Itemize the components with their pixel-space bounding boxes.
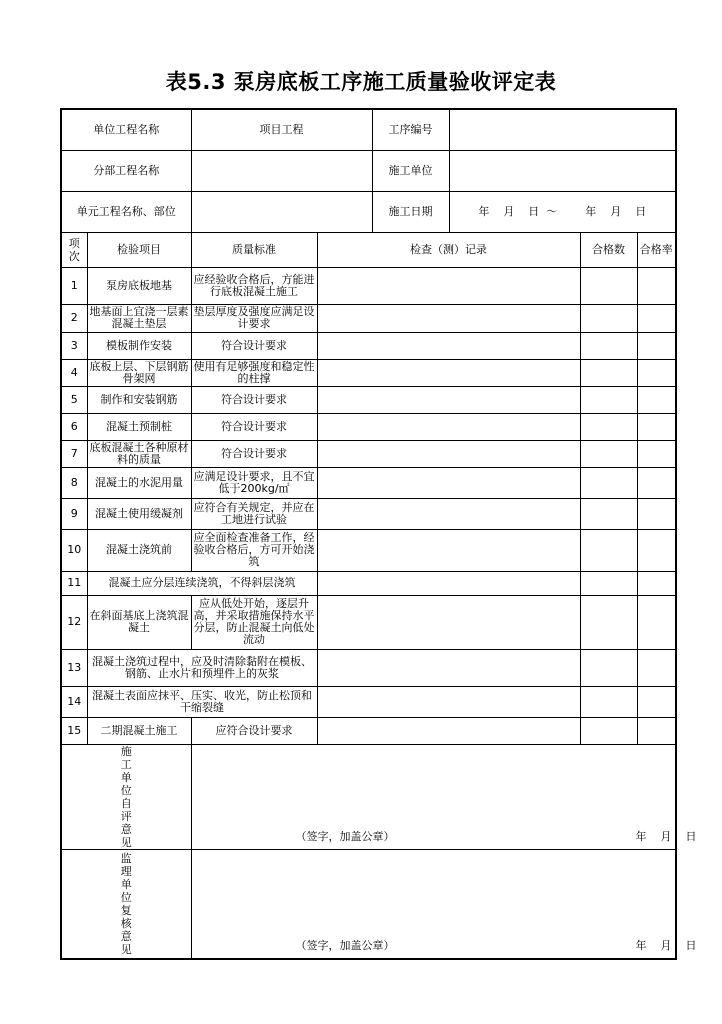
- row-1-pass-count[interactable]: [580, 267, 637, 304]
- row-8-item: 混凝土的水泥用量: [87, 467, 191, 498]
- row-1-record[interactable]: [317, 267, 580, 304]
- unit-project-value[interactable]: 项目工程: [191, 109, 372, 150]
- row-10-pass-count[interactable]: [580, 529, 637, 571]
- row-4-item: 底板上层、下层钢筋骨架网: [87, 359, 191, 386]
- construction-opinion-label: 施工单位自评意见: [120, 744, 132, 849]
- row-1-standard: 应经验收合格后，方能进行底板混凝土施工: [191, 267, 317, 304]
- row-3-record[interactable]: [317, 332, 580, 359]
- row-10-pass-rate[interactable]: [637, 529, 676, 571]
- col-header-record: 检查（测）记录: [317, 232, 580, 267]
- row-12-pass-count[interactable]: [580, 595, 637, 649]
- row-14-no: 14: [61, 686, 87, 717]
- row-7-item: 底板混凝土各种原材料的质量: [87, 440, 191, 467]
- element-project-label: 单元工程名称、部位: [61, 191, 191, 232]
- row-2-pass-rate[interactable]: [637, 304, 676, 332]
- row-9-pass-rate[interactable]: [637, 498, 676, 529]
- row-5-pass-count[interactable]: [580, 386, 637, 413]
- row-1-pass-rate[interactable]: [637, 267, 676, 304]
- row-6-pass-count[interactable]: [580, 413, 637, 440]
- unit-project-label: 单位工程名称: [61, 109, 191, 150]
- construction-opinion-label-cell: [61, 744, 191, 849]
- row-3-item: 模板制作安装: [87, 332, 191, 359]
- supervision-opinion-label: 监理单位复核意见: [120, 851, 132, 956]
- row-6-item: 混凝土预制桩: [87, 413, 191, 440]
- acceptance-form-table: [60, 108, 697, 960]
- row-14-merged-item: 混凝土表面应抹平、压实、收光，防止松顶和干缩裂缝: [87, 686, 317, 717]
- row-7-record[interactable]: [317, 440, 580, 467]
- row-10-no: 10: [61, 529, 87, 571]
- row-4-no: 4: [61, 359, 87, 386]
- row-6-standard: 符合设计要求: [191, 413, 317, 440]
- row-6-pass-rate[interactable]: [637, 413, 676, 440]
- row-8-pass-count[interactable]: [580, 467, 637, 498]
- row-7-pass-count[interactable]: [580, 440, 637, 467]
- sub-project-value[interactable]: [191, 150, 372, 191]
- row-4-pass-count[interactable]: [580, 359, 637, 386]
- row-8-pass-rate[interactable]: [637, 467, 676, 498]
- row-12-no: 12: [61, 595, 87, 649]
- construction-opinion-area[interactable]: [191, 744, 697, 849]
- row-3-pass-rate[interactable]: [637, 332, 676, 359]
- row-10-item: 混凝土浇筑前: [87, 529, 191, 571]
- row-4-standard: 使用有足够强度和稳定性的柱撑: [191, 359, 317, 386]
- construction-sign-date: 年 月 日: [635, 829, 697, 843]
- row-13-pass-count[interactable]: [580, 649, 637, 686]
- row-13-record[interactable]: [317, 649, 580, 686]
- row-5-no: 5: [61, 386, 87, 413]
- row-13-merged-item: 混凝土浇筑过程中，应及时清除黏附在模板、钢筋、止水片和预埋件上的灰浆: [87, 649, 317, 686]
- row-11-merged-item: 混凝土应分层连续浇筑，不得斜层浇筑: [87, 571, 317, 595]
- row-3-pass-count[interactable]: [580, 332, 637, 359]
- row-15-pass-rate[interactable]: [637, 717, 676, 744]
- row-5-item: 制作和安装钢筋: [87, 386, 191, 413]
- row-8-no: 8: [61, 467, 87, 498]
- col-header-item-no: 项次: [61, 232, 87, 267]
- element-project-value[interactable]: [191, 191, 372, 232]
- row-3-standard: 符合设计要求: [191, 332, 317, 359]
- row-11-record[interactable]: [317, 571, 580, 595]
- row-12-item: 在斜面基底上浇筑混凝土: [87, 595, 191, 649]
- row-4-pass-rate[interactable]: [637, 359, 676, 386]
- row-9-standard: 应符合有关规定，并应在工地进行试验: [191, 498, 317, 529]
- row-2-pass-count[interactable]: [580, 304, 637, 332]
- row-13-pass-rate[interactable]: [637, 649, 676, 686]
- row-11-no: 11: [61, 571, 87, 595]
- construction-date-label: 施工日期: [372, 191, 449, 232]
- row-14-pass-count[interactable]: [580, 686, 637, 717]
- process-no-value[interactable]: [449, 109, 676, 150]
- row-9-no: 9: [61, 498, 87, 529]
- row-5-standard: 符合设计要求: [191, 386, 317, 413]
- construction-unit-value[interactable]: [449, 150, 676, 191]
- supervision-opinion-area[interactable]: [191, 849, 697, 959]
- col-header-item: 检验项目: [87, 232, 191, 267]
- supervision-sign-date: 年 月 日: [635, 939, 697, 952]
- row-1-item: 泵房底板地基: [87, 267, 191, 304]
- row-9-item: 混凝土使用缓凝剂: [87, 498, 191, 529]
- row-5-pass-rate[interactable]: [637, 386, 676, 413]
- row-9-pass-count[interactable]: [580, 498, 637, 529]
- row-10-standard: 应全面检查准备工作，经验收合格后，方可开始浇筑: [191, 529, 317, 571]
- row-2-record[interactable]: [317, 304, 580, 332]
- row-15-standard: 应符合设计要求: [191, 717, 317, 744]
- row-6-record[interactable]: [317, 413, 580, 440]
- row-13-no: 13: [61, 649, 87, 686]
- row-1-no: 1: [61, 267, 87, 304]
- col-header-pass-rate: 合格率: [637, 232, 676, 267]
- row-14-pass-rate[interactable]: [637, 686, 676, 717]
- process-no-label: 工序编号: [372, 109, 449, 150]
- row-8-record[interactable]: [317, 467, 580, 498]
- row-15-no: 15: [61, 717, 87, 744]
- row-15-item: 二期混凝土施工: [87, 717, 191, 744]
- supervision-opinion-label-cell: [61, 849, 191, 959]
- row-11-pass-rate[interactable]: [637, 571, 676, 595]
- row-7-no: 7: [61, 440, 87, 467]
- row-14-record[interactable]: [317, 686, 580, 717]
- construction-date-value[interactable]: 年 月 日 ～ 年 月 日: [449, 191, 676, 232]
- row-2-no: 2: [61, 304, 87, 332]
- row-3-no: 3: [61, 332, 87, 359]
- row-7-pass-rate[interactable]: [637, 440, 676, 467]
- sub-project-label: 分部工程名称: [61, 150, 191, 191]
- row-8-standard: 应满足设计要求，且不宜低于200kg/㎡: [191, 467, 317, 498]
- supervision-sign-note: （签字，加盖公章）: [295, 939, 395, 952]
- row-15-pass-count[interactable]: [580, 717, 637, 744]
- construction-sign-note: （签字，加盖公章）: [295, 829, 395, 843]
- row-9-record[interactable]: [317, 498, 580, 529]
- row-12-standard: 应从低处开始，逐层升高，并采取措施保持水平分层，防止混凝土向低处流动: [191, 595, 317, 649]
- construction-unit-label: 施工单位: [372, 150, 449, 191]
- row-4-record[interactable]: [317, 359, 580, 386]
- row-2-item: 地基面上宜浇一层素混凝土垫层: [87, 304, 191, 332]
- row-12-record[interactable]: [317, 595, 580, 649]
- row-11-pass-count[interactable]: [580, 571, 637, 595]
- row-2-standard: 垫层厚度及强度应满足设计要求: [191, 304, 317, 332]
- row-15-record[interactable]: [317, 717, 580, 744]
- row-7-standard: 符合设计要求: [191, 440, 317, 467]
- row-12-pass-rate[interactable]: [637, 595, 676, 649]
- row-5-record[interactable]: [317, 386, 580, 413]
- row-6-no: 6: [61, 413, 87, 440]
- page-title: 表5.3 泵房底板工序施工质量验收评定表: [165, 70, 557, 94]
- col-header-pass-count: 合格数: [580, 232, 637, 267]
- row-10-record[interactable]: [317, 529, 580, 571]
- col-header-standard: 质量标准: [191, 232, 317, 267]
